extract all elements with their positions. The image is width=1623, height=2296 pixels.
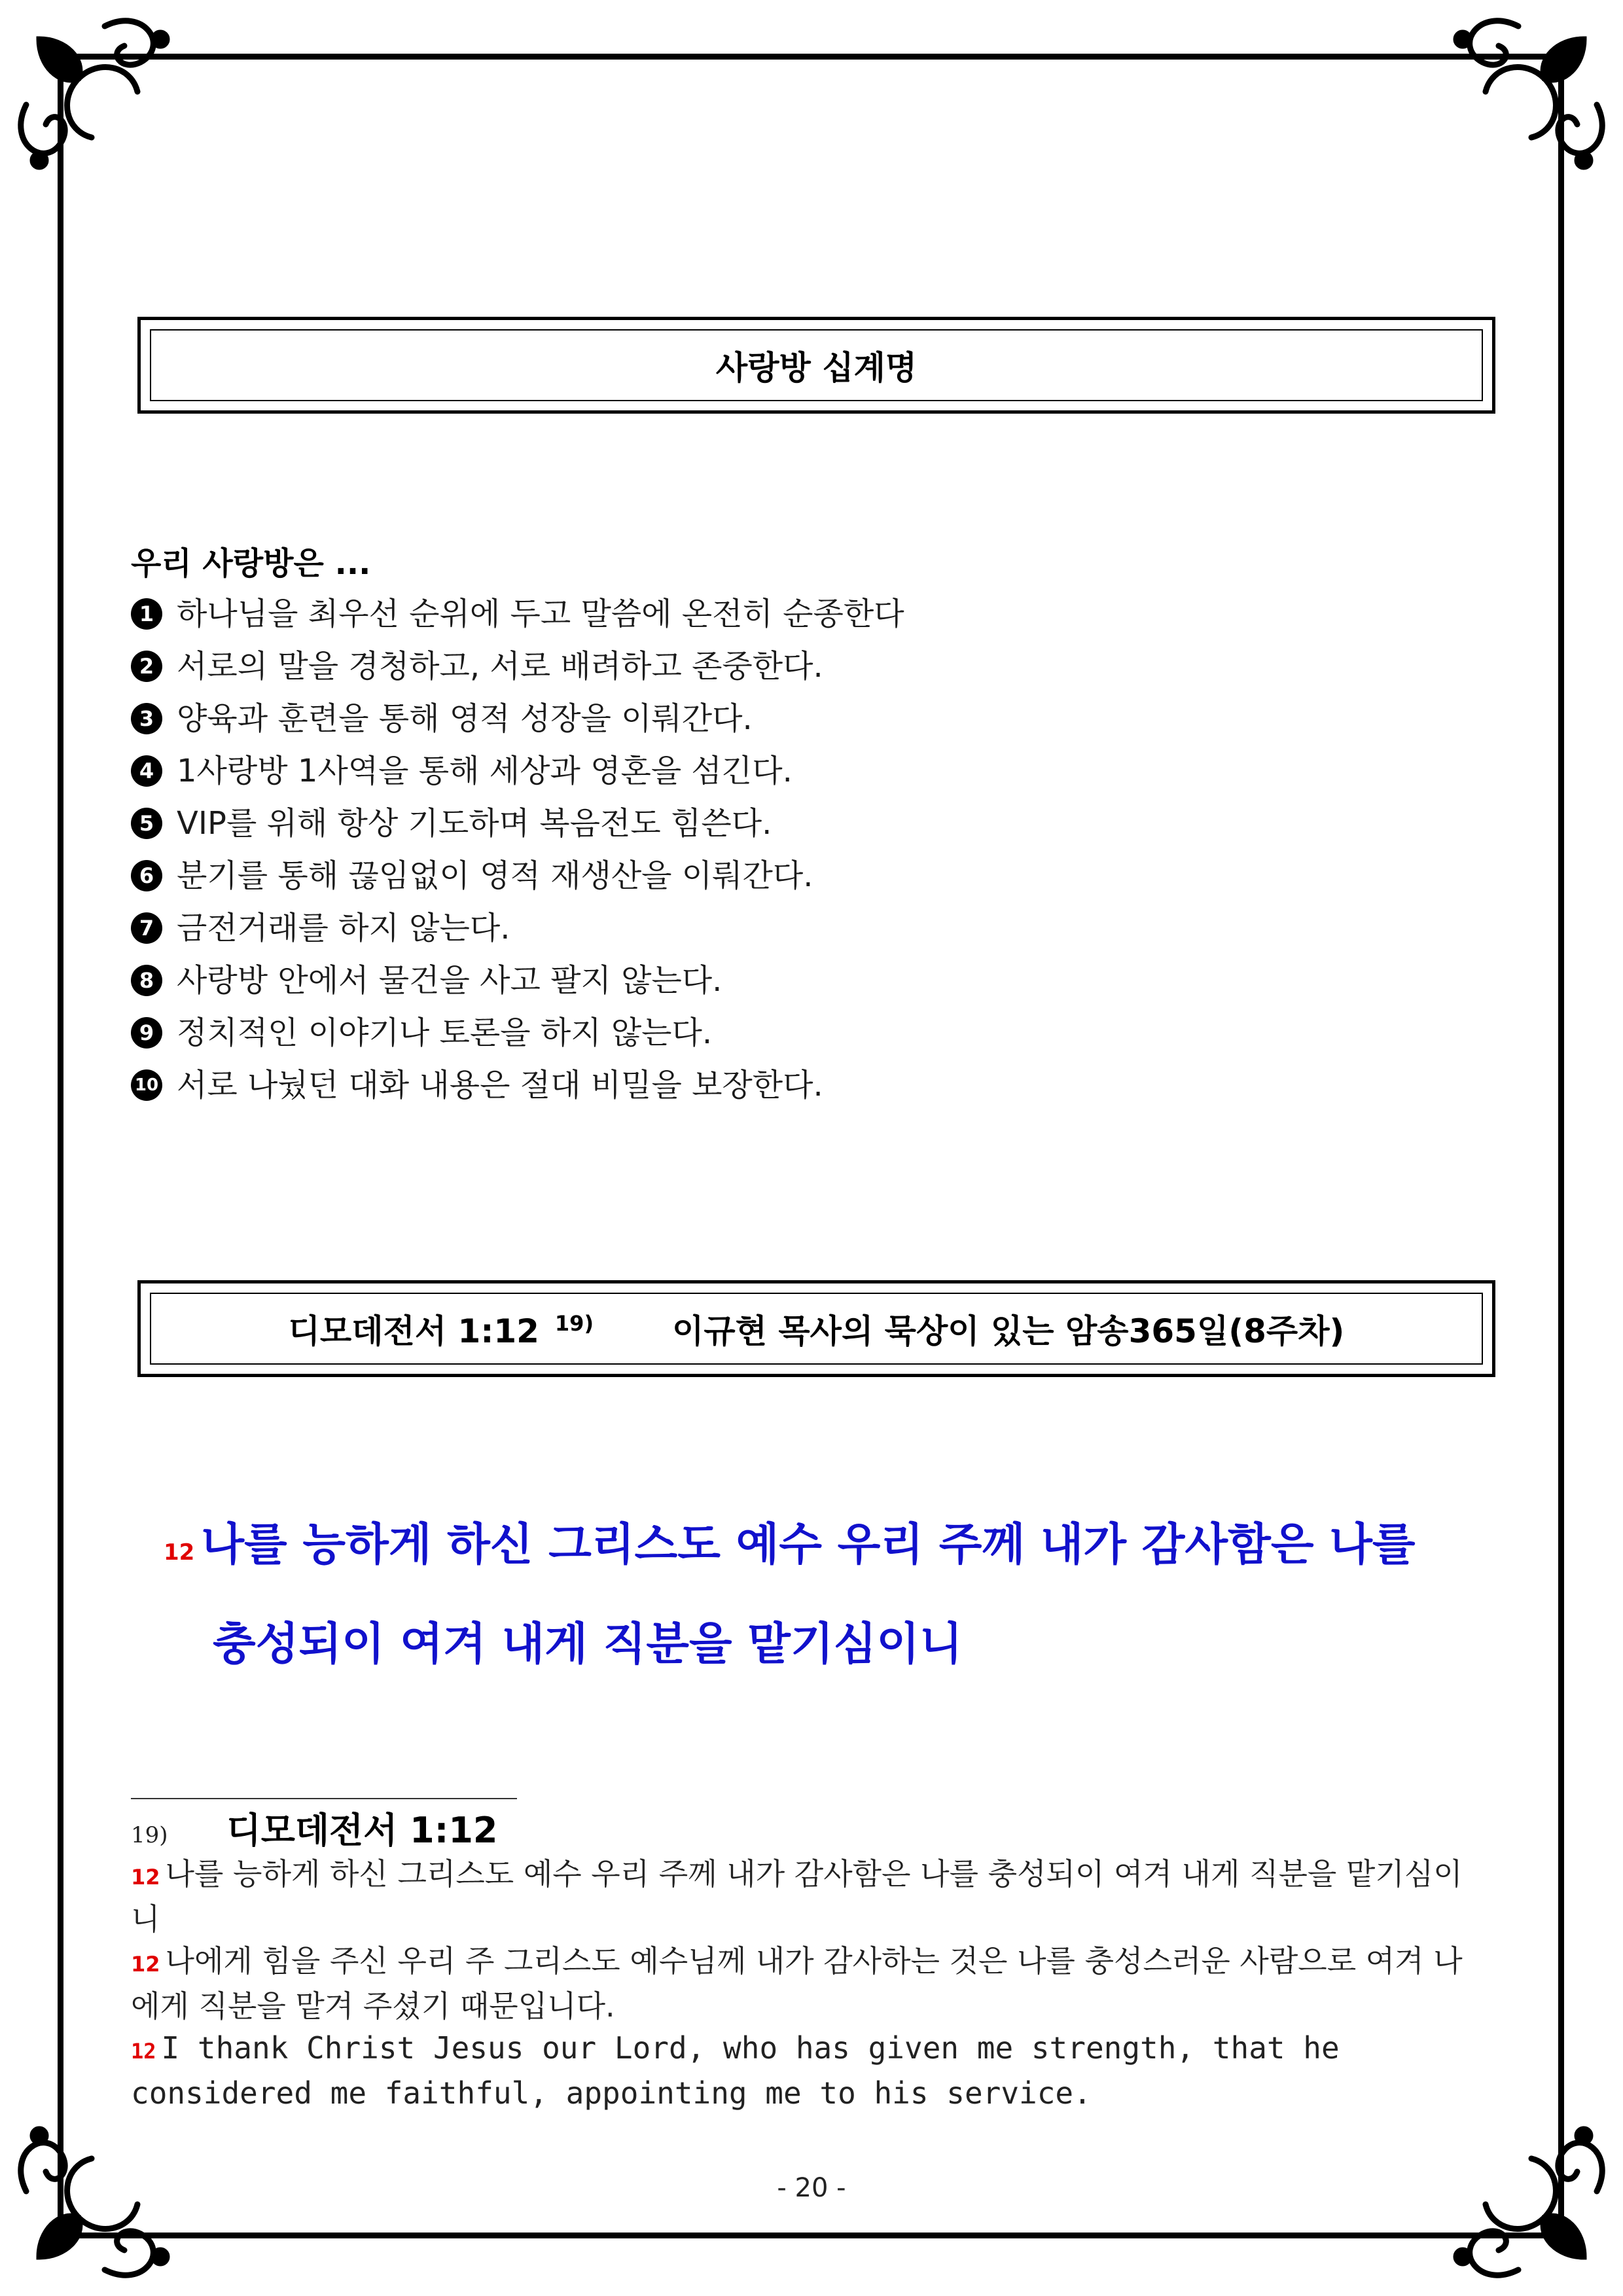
corner-ornament-top-left xyxy=(0,0,209,209)
memory-verse xyxy=(164,1499,1472,1690)
footnote-marker: 19) xyxy=(131,1822,168,1848)
translation-verse-number: 12 xyxy=(131,1952,160,1977)
translation-verse-number: 12 xyxy=(131,2039,156,2064)
rule-text: 금전거래를 하지 않는다. xyxy=(177,910,510,946)
scripture-subtitle: 이규현 목사의 묵상이 있는 암송365일(8주차) xyxy=(672,1312,1345,1350)
footnote-divider xyxy=(131,1798,517,1799)
rule-item xyxy=(131,745,904,797)
rule-item xyxy=(131,850,904,902)
section-title-box xyxy=(137,317,1495,414)
translation-paragraph xyxy=(131,1940,1472,2027)
rule-text: 하나님을 최우선 순위에 두고 말씀에 온전히 순종한다 xyxy=(177,596,904,632)
rule-text: 양육과 훈련을 통해 영적 성장을 이뤄간다. xyxy=(177,700,753,737)
footnote-reference: 디모데전서 1:12 xyxy=(226,1810,498,1851)
rules-list xyxy=(131,588,904,1111)
rule-item xyxy=(131,1007,904,1059)
rule-number-badge: 5 xyxy=(131,808,162,839)
section-title-inner xyxy=(150,329,1483,401)
scripture-title-inner xyxy=(150,1293,1483,1365)
rule-number-badge: 3 xyxy=(131,703,162,734)
rule-item xyxy=(131,954,904,1007)
scripture-title-box xyxy=(137,1280,1495,1377)
page-number: - 20 - xyxy=(777,2173,846,2203)
rule-item xyxy=(131,692,904,745)
rules-intro: 우리 사랑방은 ... xyxy=(131,545,371,582)
translation-paragraph-english xyxy=(131,2027,1472,2114)
rule-number-badge: 10 xyxy=(131,1069,162,1101)
rule-text: 분기를 통해 끊임없이 영적 재생산을 이뤄간다. xyxy=(177,857,813,894)
scripture-reference: 디모데전서 1:12 $^{19)}$ xyxy=(288,1311,594,1350)
translation-verse-number: 12 xyxy=(131,1865,160,1890)
verse-line-2: 충성되이 여겨 내게 직분을 맡기심이니 xyxy=(213,1618,963,1670)
rule-number-badge: 1 xyxy=(131,598,162,630)
rule-number-badge: 8 xyxy=(131,965,162,996)
rule-item xyxy=(131,902,904,954)
verse-number: 12 xyxy=(164,1539,195,1566)
rule-number-badge: 2 xyxy=(131,651,162,682)
rule-number-badge: 7 xyxy=(131,912,162,944)
corner-ornament-top-right xyxy=(1414,0,1623,209)
rule-text: 서로 나눴던 대화 내용은 절대 비밀을 보장한다. xyxy=(177,1067,823,1103)
rule-text: VIP를 위해 항상 기도하며 복음전도 힘쓴다. xyxy=(177,805,772,842)
translation-paragraph xyxy=(131,1853,1472,1940)
verse-line-1: 나를 능하게 하신 그리스도 예수 우리 주께 내가 감사함은 나를 xyxy=(201,1518,1416,1571)
rule-text: 서로의 말을 경청하고, 서로 배려하고 존중한다. xyxy=(177,648,823,685)
footnote xyxy=(131,1810,1472,2114)
rule-number-badge: 4 xyxy=(131,755,162,787)
rule-number-badge: 6 xyxy=(131,860,162,891)
rule-item xyxy=(131,797,904,850)
rule-item xyxy=(131,640,904,692)
rule-text: 정치적인 이야기나 토론을 하지 않는다. xyxy=(177,1014,713,1051)
rule-item xyxy=(131,588,904,640)
translation-text: 나를 능하게 하신 그리스도 예수 우리 주께 내가 감사함은 나를 충성되이 여겨 내게 직분을 맡기심이니 xyxy=(131,1856,1463,1937)
section-title: 사랑방 십계명 xyxy=(715,349,918,387)
translation-text: 나에게 힘을 주신 우리 주 그리스도 예수님께 내가 감사하는 것은 나를 충성스러운 사람으로 여겨 나에게 직분을 맡겨 주셨기 때문입니다. xyxy=(131,1943,1463,2024)
rule-text: 사랑방 안에서 물건을 사고 팔지 않는다. xyxy=(177,962,722,999)
footnote-link[interactable]: 19) xyxy=(554,1311,594,1336)
rule-item xyxy=(131,1059,904,1111)
rule-number-badge: 9 xyxy=(131,1017,162,1049)
translation-text: I thank Christ Jesus our Lord, who has given me strength, that he considered me faithful, appointing me to his service. xyxy=(131,2030,1340,2111)
footnote-header xyxy=(131,1810,1472,1853)
rule-text: 1사랑방 1사역을 통해 세상과 영혼을 섬긴다. xyxy=(177,753,793,789)
